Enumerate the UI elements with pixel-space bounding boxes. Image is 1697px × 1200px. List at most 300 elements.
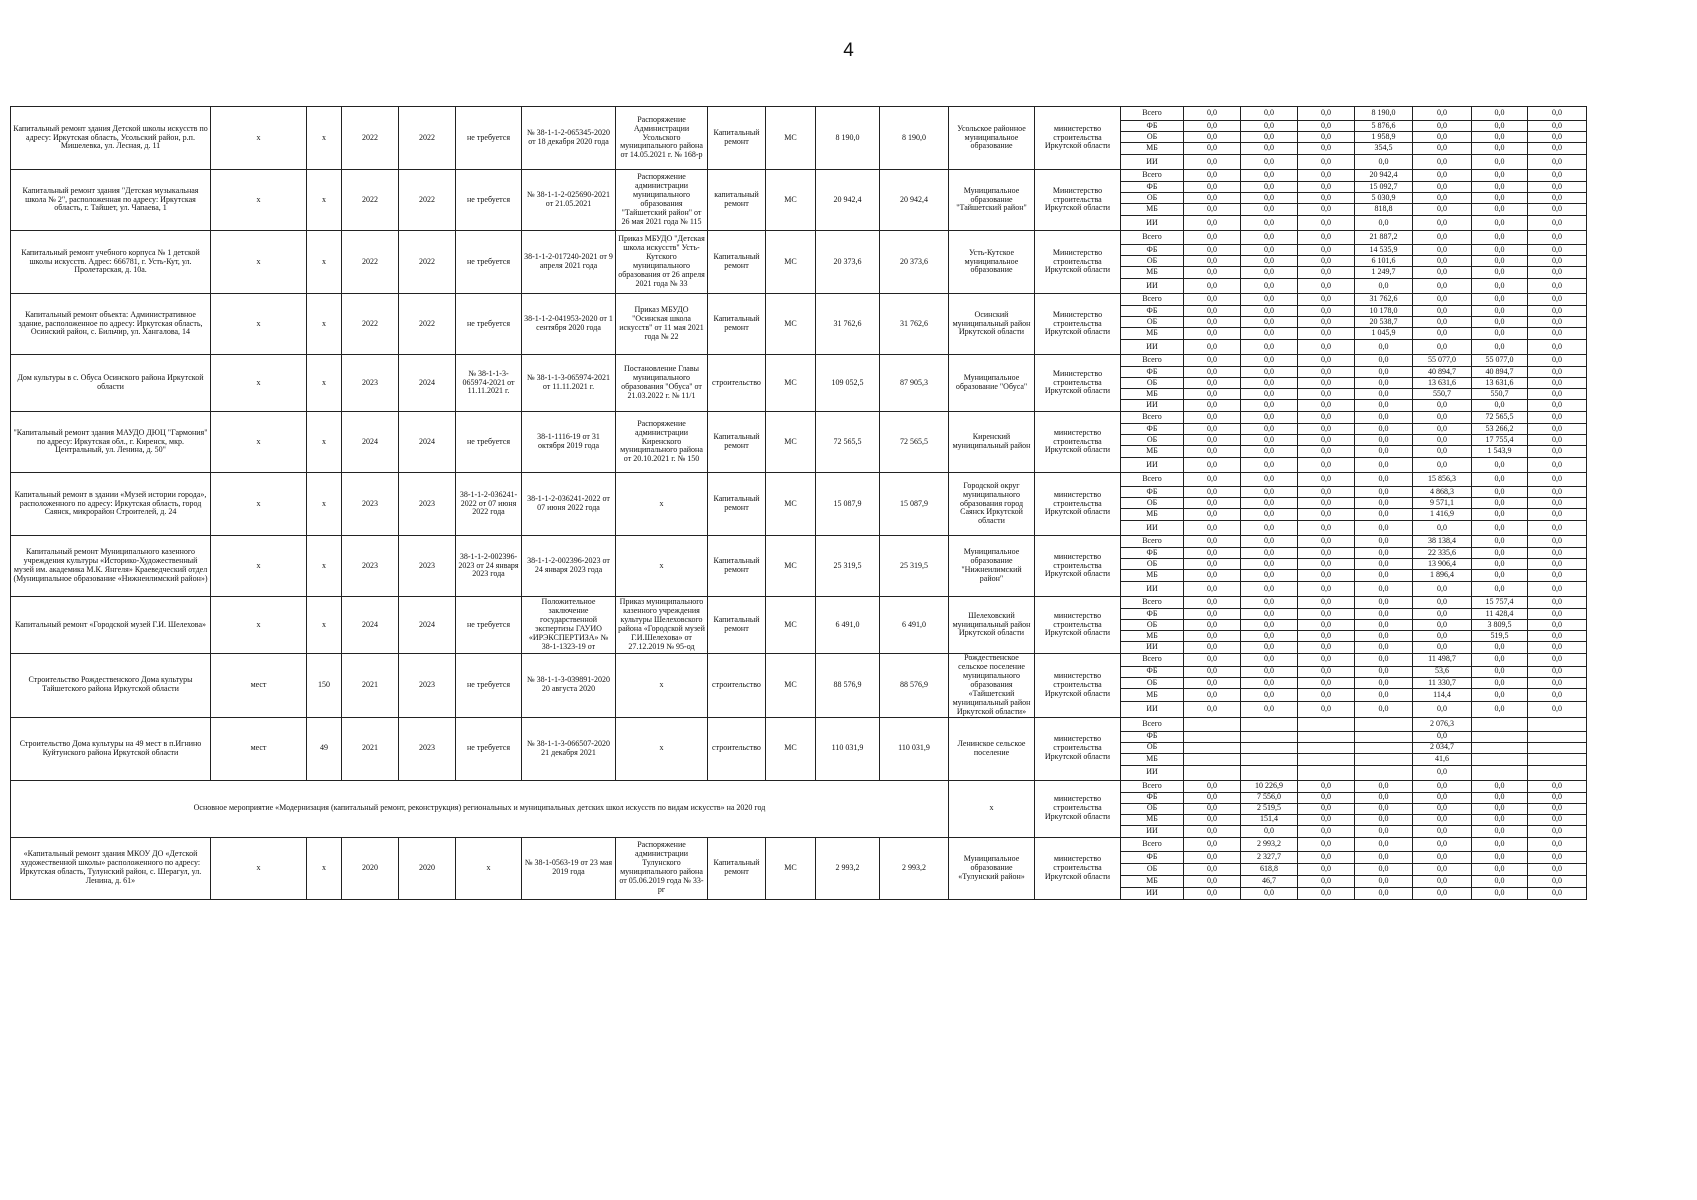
funding-value: 0,0: [1184, 400, 1241, 412]
funding-value: 0,0: [1528, 548, 1587, 559]
project-recipient: Шелеховский муниципальный район Иркутской области: [949, 597, 1035, 654]
funding-value: 0,0: [1355, 458, 1413, 473]
project-document: 38-1-1-2-036241-2022 от 07 июня 2022 года: [522, 473, 616, 536]
funding-value: 0,0: [1184, 487, 1241, 498]
funding-value: [1241, 753, 1298, 765]
funding-value: 0,0: [1298, 279, 1355, 294]
funding-value: 0,0: [1355, 620, 1413, 631]
project-start-year: 2022: [342, 170, 399, 231]
funding-value: [1472, 731, 1528, 742]
funding-value: 0,0: [1528, 317, 1587, 328]
funding-value: 0,0: [1184, 851, 1241, 863]
funding-value: 0,0: [1241, 642, 1298, 654]
funding-value: 0,0: [1472, 245, 1528, 256]
project-administrator: Министерство строительства Иркутской области: [1035, 170, 1121, 231]
funding-value: 0,0: [1298, 267, 1355, 279]
funding-value: 0,0: [1472, 279, 1528, 294]
funding-value: 0,0: [1472, 837, 1528, 851]
funding-source-label: ОБ: [1121, 620, 1184, 631]
funding-value: 0,0: [1355, 642, 1413, 654]
funding-value: [1528, 742, 1587, 753]
table-row: [11, 837, 1647, 851]
funding-value: 0,0: [1298, 654, 1355, 667]
funding-value: 0,0: [1528, 294, 1587, 306]
funding-value: 0,0: [1298, 121, 1355, 132]
funding-value: 21 887,2: [1355, 231, 1413, 245]
funding-value: 13 906,4: [1413, 559, 1472, 570]
project-cost-total: 8 190,0: [816, 107, 880, 170]
funding-source-label: ФБ: [1121, 306, 1184, 317]
funding-value: 0,0: [1472, 792, 1528, 803]
funding-value: 0,0: [1528, 367, 1587, 378]
funding-source-label: МБ: [1121, 631, 1184, 642]
funding-value: 0,0: [1298, 389, 1355, 400]
table-row: [11, 107, 1647, 121]
funding-value: 0,0: [1184, 863, 1241, 875]
funding-source-label: Всего: [1121, 717, 1184, 731]
project-decision: Распоряжение администрации муниципального образования "Тайшетский район" от 26 мая 2021 года № 115: [616, 170, 708, 231]
funding-source-label: ФБ: [1121, 182, 1184, 193]
funding-value: 0,0: [1298, 521, 1355, 536]
project-status: МС: [766, 355, 816, 412]
project-decision: х: [616, 717, 708, 780]
funding-value: 0,0: [1355, 875, 1413, 887]
funding-value: 0,0: [1184, 340, 1241, 355]
funding-value: 0,0: [1184, 143, 1241, 155]
funding-value: 0,0: [1184, 328, 1241, 340]
project-work-type: капитальный ремонт: [708, 170, 766, 231]
funding-value: 0,0: [1184, 701, 1241, 717]
funding-value: 0,0: [1298, 689, 1355, 702]
project-end-year: 2022: [399, 294, 456, 355]
funding-value: 0,0: [1528, 107, 1587, 121]
funding-value: 0,0: [1241, 559, 1298, 570]
funding-value: 0,0: [1241, 170, 1298, 182]
funding-value: 0,0: [1298, 256, 1355, 267]
funding-source-label: ИИ: [1121, 458, 1184, 473]
funding-value: 0,0: [1355, 521, 1413, 536]
funding-source-label: Всего: [1121, 294, 1184, 306]
funding-value: 0,0: [1355, 597, 1413, 609]
funding-source-label: МБ: [1121, 570, 1184, 582]
funding-value: 0,0: [1184, 446, 1241, 458]
funding-source-label: МБ: [1121, 509, 1184, 521]
project-expertise: не требуется: [456, 597, 522, 654]
funding-value: 0,0: [1528, 400, 1587, 412]
project-recipient: Осинский муниципальный район Иркутской области: [949, 294, 1035, 355]
funding-value: 53 266,2: [1472, 424, 1528, 435]
funding-value: 0,0: [1298, 182, 1355, 193]
funding-value: 0,0: [1241, 204, 1298, 216]
funding-value: 0,0: [1241, 701, 1298, 717]
funding-value: [1528, 765, 1587, 780]
funding-value: 0,0: [1528, 631, 1587, 642]
funding-value: 0,0: [1528, 231, 1587, 245]
funding-value: 0,0: [1241, 498, 1298, 509]
project-description: Строительство Дома культуры на 49 мест в п.Игнино Куйтунского района Иркутской области: [11, 717, 211, 780]
funding-value: [1241, 731, 1298, 742]
project-capacity: х: [307, 170, 342, 231]
page-number: 4: [843, 40, 854, 61]
funding-value: 0,0: [1355, 340, 1413, 355]
project-recipient: Городской округ муниципального образования город Саянск Иркутской области: [949, 473, 1035, 536]
funding-source-label: ИИ: [1121, 887, 1184, 899]
funding-value: 0,0: [1528, 536, 1587, 548]
project-recipient: Муниципальное образование «Тулунский район»: [949, 837, 1035, 899]
funding-source-label: ОБ: [1121, 378, 1184, 389]
funding-value: 2 519,5: [1241, 803, 1298, 814]
funding-value: 0,0: [1413, 216, 1472, 231]
funding-value: 0,0: [1241, 279, 1298, 294]
funding-value: 72 565,5: [1472, 412, 1528, 424]
funding-value: 0,0: [1184, 521, 1241, 536]
funding-value: 0,0: [1241, 487, 1298, 498]
project-decision: Распоряжение администрации Киренского муниципального района от 20.10.2021 г. № 150: [616, 412, 708, 473]
project-document: № 38-1-1-2-065345-2020 от 18 декабря 2020 года: [522, 107, 616, 170]
project-cost-remaining: 2 993,2: [880, 837, 949, 899]
funding-source-label: ОБ: [1121, 435, 1184, 446]
funding-value: 0,0: [1184, 355, 1241, 367]
project-expertise: не требуется: [456, 412, 522, 473]
funding-value: 0,0: [1241, 521, 1298, 536]
funding-value: 0,0: [1472, 487, 1528, 498]
funding-source-label: ИИ: [1121, 701, 1184, 717]
funding-value: 0,0: [1472, 509, 1528, 521]
funding-value: 0,0: [1413, 887, 1472, 899]
funding-value: 0,0: [1241, 367, 1298, 378]
funding-value: 1 416,9: [1413, 509, 1472, 521]
funding-value: 0,0: [1472, 642, 1528, 654]
funding-value: 0,0: [1184, 231, 1241, 245]
funding-value: [1298, 717, 1355, 731]
funding-value: 0,0: [1472, 170, 1528, 182]
funding-value: 0,0: [1472, 256, 1528, 267]
funding-value: 0,0: [1241, 582, 1298, 597]
funding-value: 0,0: [1413, 731, 1472, 742]
funding-source-label: ИИ: [1121, 340, 1184, 355]
funding-value: 0,0: [1298, 609, 1355, 620]
project-administrator: Министерство строительства Иркутской области: [1035, 294, 1121, 355]
funding-value: 0,0: [1528, 121, 1587, 132]
project-expertise: не требуется: [456, 107, 522, 170]
funding-value: [1298, 731, 1355, 742]
funding-value: 0,0: [1472, 570, 1528, 582]
funding-value: 0,0: [1184, 389, 1241, 400]
funding-value: 0,0: [1413, 875, 1472, 887]
funding-value: 0,0: [1298, 851, 1355, 863]
funding-value: 11 428,4: [1472, 609, 1528, 620]
funding-value: [1298, 765, 1355, 780]
funding-value: 0,0: [1298, 582, 1355, 597]
funding-value: 550,7: [1413, 389, 1472, 400]
funding-value: 2 327,7: [1241, 851, 1298, 863]
funding-value: [1184, 731, 1241, 742]
funding-value: 0,0: [1413, 340, 1472, 355]
funding-value: [1472, 742, 1528, 753]
funding-value: 0,0: [1413, 424, 1472, 435]
project-work-type: Капитальный ремонт: [708, 294, 766, 355]
project-administrator: министерство строительства Иркутской области: [1035, 107, 1121, 170]
funding-value: 0,0: [1298, 107, 1355, 121]
funding-value: 0,0: [1472, 498, 1528, 509]
project-work-type: Капитальный ремонт: [708, 473, 766, 536]
funding-value: 0,0: [1355, 367, 1413, 378]
funding-value: 0,0: [1472, 193, 1528, 204]
project-recipient: Усольское районное муниципальное образование: [949, 107, 1035, 170]
funding-value: 0,0: [1528, 620, 1587, 631]
funding-value: 0,0: [1184, 107, 1241, 121]
funding-source-label: Всего: [1121, 355, 1184, 367]
project-document: № 38-1-1-3-066507-2020 21 декабря 2021: [522, 717, 616, 780]
funding-value: 0,0: [1184, 204, 1241, 216]
project-cost-total: 20 942,4: [816, 170, 880, 231]
funding-value: 0,0: [1241, 216, 1298, 231]
project-administrator: министерство строительства Иркутской области: [1035, 837, 1121, 899]
funding-value: 0,0: [1241, 825, 1298, 837]
funding-value: 0,0: [1298, 666, 1355, 677]
project-status: МС: [766, 412, 816, 473]
project-cost-remaining: 31 762,6: [880, 294, 949, 355]
project-cost-total: 15 087,9: [816, 473, 880, 536]
project-end-year: 2020: [399, 837, 456, 899]
project-start-year: 2022: [342, 107, 399, 170]
project-work-type: строительство: [708, 717, 766, 780]
funding-value: 0,0: [1298, 642, 1355, 654]
funding-source-label: ОБ: [1121, 256, 1184, 267]
funding-value: [1528, 753, 1587, 765]
funding-value: 0,0: [1528, 677, 1587, 688]
project-start-year: 2023: [342, 536, 399, 597]
funding-source-label: МБ: [1121, 328, 1184, 340]
funding-value: 0,0: [1241, 536, 1298, 548]
project-start-year: 2023: [342, 473, 399, 536]
project-unit: х: [211, 294, 307, 355]
funding-source-label: Всего: [1121, 170, 1184, 182]
funding-value: 0,0: [1184, 378, 1241, 389]
funding-value: 17 755,4: [1472, 435, 1528, 446]
project-document: 38-1-1-2-041953-2020 от 1 сентября 2020 года: [522, 294, 616, 355]
funding-value: 0,0: [1413, 231, 1472, 245]
funding-value: 0,0: [1472, 328, 1528, 340]
project-description: Капитальный ремонт в здании «Музей истории города», расположенного по адресу: Иркутская область, город Саянск, микрорайон Строителей, д. 24: [11, 473, 211, 536]
funding-value: 0,0: [1298, 473, 1355, 487]
funding-value: 0,0: [1298, 294, 1355, 306]
funding-value: 0,0: [1184, 559, 1241, 570]
funding-source-label: Всего: [1121, 780, 1184, 792]
funding-source-label: МБ: [1121, 753, 1184, 765]
funding-value: [1472, 765, 1528, 780]
funding-value: 0,0: [1241, 193, 1298, 204]
funding-value: 0,0: [1184, 792, 1241, 803]
project-recipient: Усть-Кутское муниципальное образование: [949, 231, 1035, 294]
funding-value: 0,0: [1355, 412, 1413, 424]
funding-value: 31 762,6: [1355, 294, 1413, 306]
project-document: № 38-1-1-2-025690-2021 от 21.05.2021: [522, 170, 616, 231]
project-capacity: х: [307, 355, 342, 412]
funding-value: 0,0: [1298, 780, 1355, 792]
funding-value: 0,0: [1355, 792, 1413, 803]
project-description: Строительство Рождественского Дома культуры Тайшетского района Иркутской области: [11, 654, 211, 718]
funding-value: 0,0: [1184, 825, 1241, 837]
funding-value: 0,0: [1241, 378, 1298, 389]
funding-value: [1528, 717, 1587, 731]
project-status: МС: [766, 717, 816, 780]
funding-value: 0,0: [1528, 509, 1587, 521]
project-start-year: 2020: [342, 837, 399, 899]
funding-value: 0,0: [1184, 412, 1241, 424]
funding-value: 0,0: [1184, 803, 1241, 814]
funding-source-label: Всего: [1121, 654, 1184, 667]
funding-source-label: Всего: [1121, 473, 1184, 487]
project-start-year: 2024: [342, 412, 399, 473]
funding-value: 0,0: [1472, 216, 1528, 231]
funding-value: 0,0: [1298, 631, 1355, 642]
funding-value: 0,0: [1472, 825, 1528, 837]
funding-value: 0,0: [1298, 803, 1355, 814]
funding-value: 0,0: [1472, 231, 1528, 245]
project-work-type: Капитальный ремонт: [708, 231, 766, 294]
funding-value: 0,0: [1241, 256, 1298, 267]
project-cost-remaining: 87 905,3: [880, 355, 949, 412]
table-row: [11, 780, 1647, 792]
funding-value: 1 249,7: [1355, 267, 1413, 279]
funding-value: 0,0: [1241, 121, 1298, 132]
funding-value: 0,0: [1528, 875, 1587, 887]
funding-value: 0,0: [1413, 803, 1472, 814]
funding-value: 0,0: [1528, 155, 1587, 170]
project-work-type: Капитальный ремонт: [708, 412, 766, 473]
funding-value: 15 757,4: [1472, 597, 1528, 609]
funding-value: 0,0: [1528, 642, 1587, 654]
funding-value: 0,0: [1472, 107, 1528, 121]
funding-value: 0,0: [1528, 559, 1587, 570]
funding-value: 0,0: [1298, 400, 1355, 412]
funding-value: 0,0: [1472, 294, 1528, 306]
funding-value: 0,0: [1184, 677, 1241, 688]
funding-value: 0,0: [1528, 193, 1587, 204]
funding-value: 0,0: [1528, 204, 1587, 216]
funding-value: 0,0: [1298, 378, 1355, 389]
funding-value: 818,8: [1355, 204, 1413, 216]
project-cost-total: 20 373,6: [816, 231, 880, 294]
project-cost-total: 6 491,0: [816, 597, 880, 654]
funding-source-label: ОБ: [1121, 317, 1184, 328]
funding-value: 0,0: [1355, 279, 1413, 294]
project-administrator: министерство строительства Иркутской области: [1035, 717, 1121, 780]
funding-value: 0,0: [1472, 548, 1528, 559]
funding-value: 0,0: [1355, 487, 1413, 498]
project-cost-total: 109 052,5: [816, 355, 880, 412]
funding-value: 0,0: [1355, 536, 1413, 548]
funding-value: 0,0: [1298, 814, 1355, 825]
project-cost-remaining: 20 942,4: [880, 170, 949, 231]
project-work-type: Капитальный ремонт: [708, 536, 766, 597]
funding-value: 0,0: [1241, 677, 1298, 688]
funding-value: 0,0: [1528, 279, 1587, 294]
funding-value: 0,0: [1241, 245, 1298, 256]
funding-value: 0,0: [1413, 458, 1472, 473]
funding-value: 2 076,3: [1413, 717, 1472, 731]
project-decision: Постановление Главы муниципального образования "Обуса" от 21.03.2022 г. № 11/1: [616, 355, 708, 412]
project-recipient: Муниципальное образование "Обуса": [949, 355, 1035, 412]
project-administrator: Министерство строительства Иркутской области: [1035, 355, 1121, 412]
funding-value: 0,0: [1355, 355, 1413, 367]
funding-value: 15 092,7: [1355, 182, 1413, 193]
funding-value: 0,0: [1298, 887, 1355, 899]
project-unit: х: [211, 536, 307, 597]
funding-value: 0,0: [1355, 654, 1413, 667]
funding-value: [1528, 731, 1587, 742]
funding-value: 0,0: [1355, 216, 1413, 231]
funding-source-label: Всего: [1121, 837, 1184, 851]
funding-value: 0,0: [1241, 631, 1298, 642]
project-end-year: 2024: [399, 412, 456, 473]
funding-value: 0,0: [1472, 582, 1528, 597]
funding-value: 0,0: [1298, 155, 1355, 170]
funding-value: 0,0: [1528, 306, 1587, 317]
table-row: [11, 294, 1647, 306]
project-cost-remaining: 25 319,5: [880, 536, 949, 597]
funding-value: [1241, 742, 1298, 753]
funding-value: 0,0: [1413, 446, 1472, 458]
funding-value: [1241, 717, 1298, 731]
funding-value: 0,0: [1184, 473, 1241, 487]
project-work-type: строительство: [708, 355, 766, 412]
project-capacity: 150: [307, 654, 342, 718]
funding-value: 0,0: [1413, 204, 1472, 216]
funding-value: 0,0: [1355, 548, 1413, 559]
funding-value: 11 498,7: [1413, 654, 1472, 667]
funding-value: 0,0: [1355, 814, 1413, 825]
project-cost-total: 110 031,9: [816, 717, 880, 780]
main-event-administrator: министерство строительства Иркутской области: [1035, 780, 1121, 837]
funding-value: 0,0: [1528, 378, 1587, 389]
project-description: Капитальный ремонт объекта: Административное здание, расположенное по адресу: Иркутская область, Осинский район, с. Бильчир, ул. Хангалова, 14: [11, 294, 211, 355]
project-document: 38-1-1-2-017240-2021 от 9 апреля 2021 года: [522, 231, 616, 294]
funding-value: 0,0: [1184, 689, 1241, 702]
funding-value: 5 030,9: [1355, 193, 1413, 204]
funding-value: 13 631,6: [1472, 378, 1528, 389]
funding-value: 0,0: [1413, 294, 1472, 306]
project-document: № 38-1-0563-19 от 23 мая 2019 года: [522, 837, 616, 899]
funding-value: 0,0: [1355, 837, 1413, 851]
project-cost-total: 25 319,5: [816, 536, 880, 597]
funding-value: 0,0: [1184, 193, 1241, 204]
funding-source-label: ИИ: [1121, 216, 1184, 231]
project-status: МС: [766, 107, 816, 170]
funding-value: 0,0: [1413, 863, 1472, 875]
project-status: МС: [766, 837, 816, 899]
funding-value: 0,0: [1355, 446, 1413, 458]
table-row: [11, 597, 1647, 609]
funding-value: 40 894,7: [1413, 367, 1472, 378]
project-end-year: 2024: [399, 597, 456, 654]
project-start-year: 2022: [342, 294, 399, 355]
funding-value: 0,0: [1528, 887, 1587, 899]
funding-value: 0,0: [1184, 666, 1241, 677]
funding-value: 114,4: [1413, 689, 1472, 702]
project-unit: х: [211, 107, 307, 170]
project-start-year: 2021: [342, 717, 399, 780]
funding-value: 0,0: [1298, 132, 1355, 143]
table-row: [11, 231, 1647, 245]
funding-value: 519,5: [1472, 631, 1528, 642]
funding-value: 0,0: [1528, 435, 1587, 446]
funding-value: 0,0: [1298, 204, 1355, 216]
funding-value: 10 178,0: [1355, 306, 1413, 317]
project-status: МС: [766, 170, 816, 231]
funding-source-label: ОБ: [1121, 742, 1184, 753]
